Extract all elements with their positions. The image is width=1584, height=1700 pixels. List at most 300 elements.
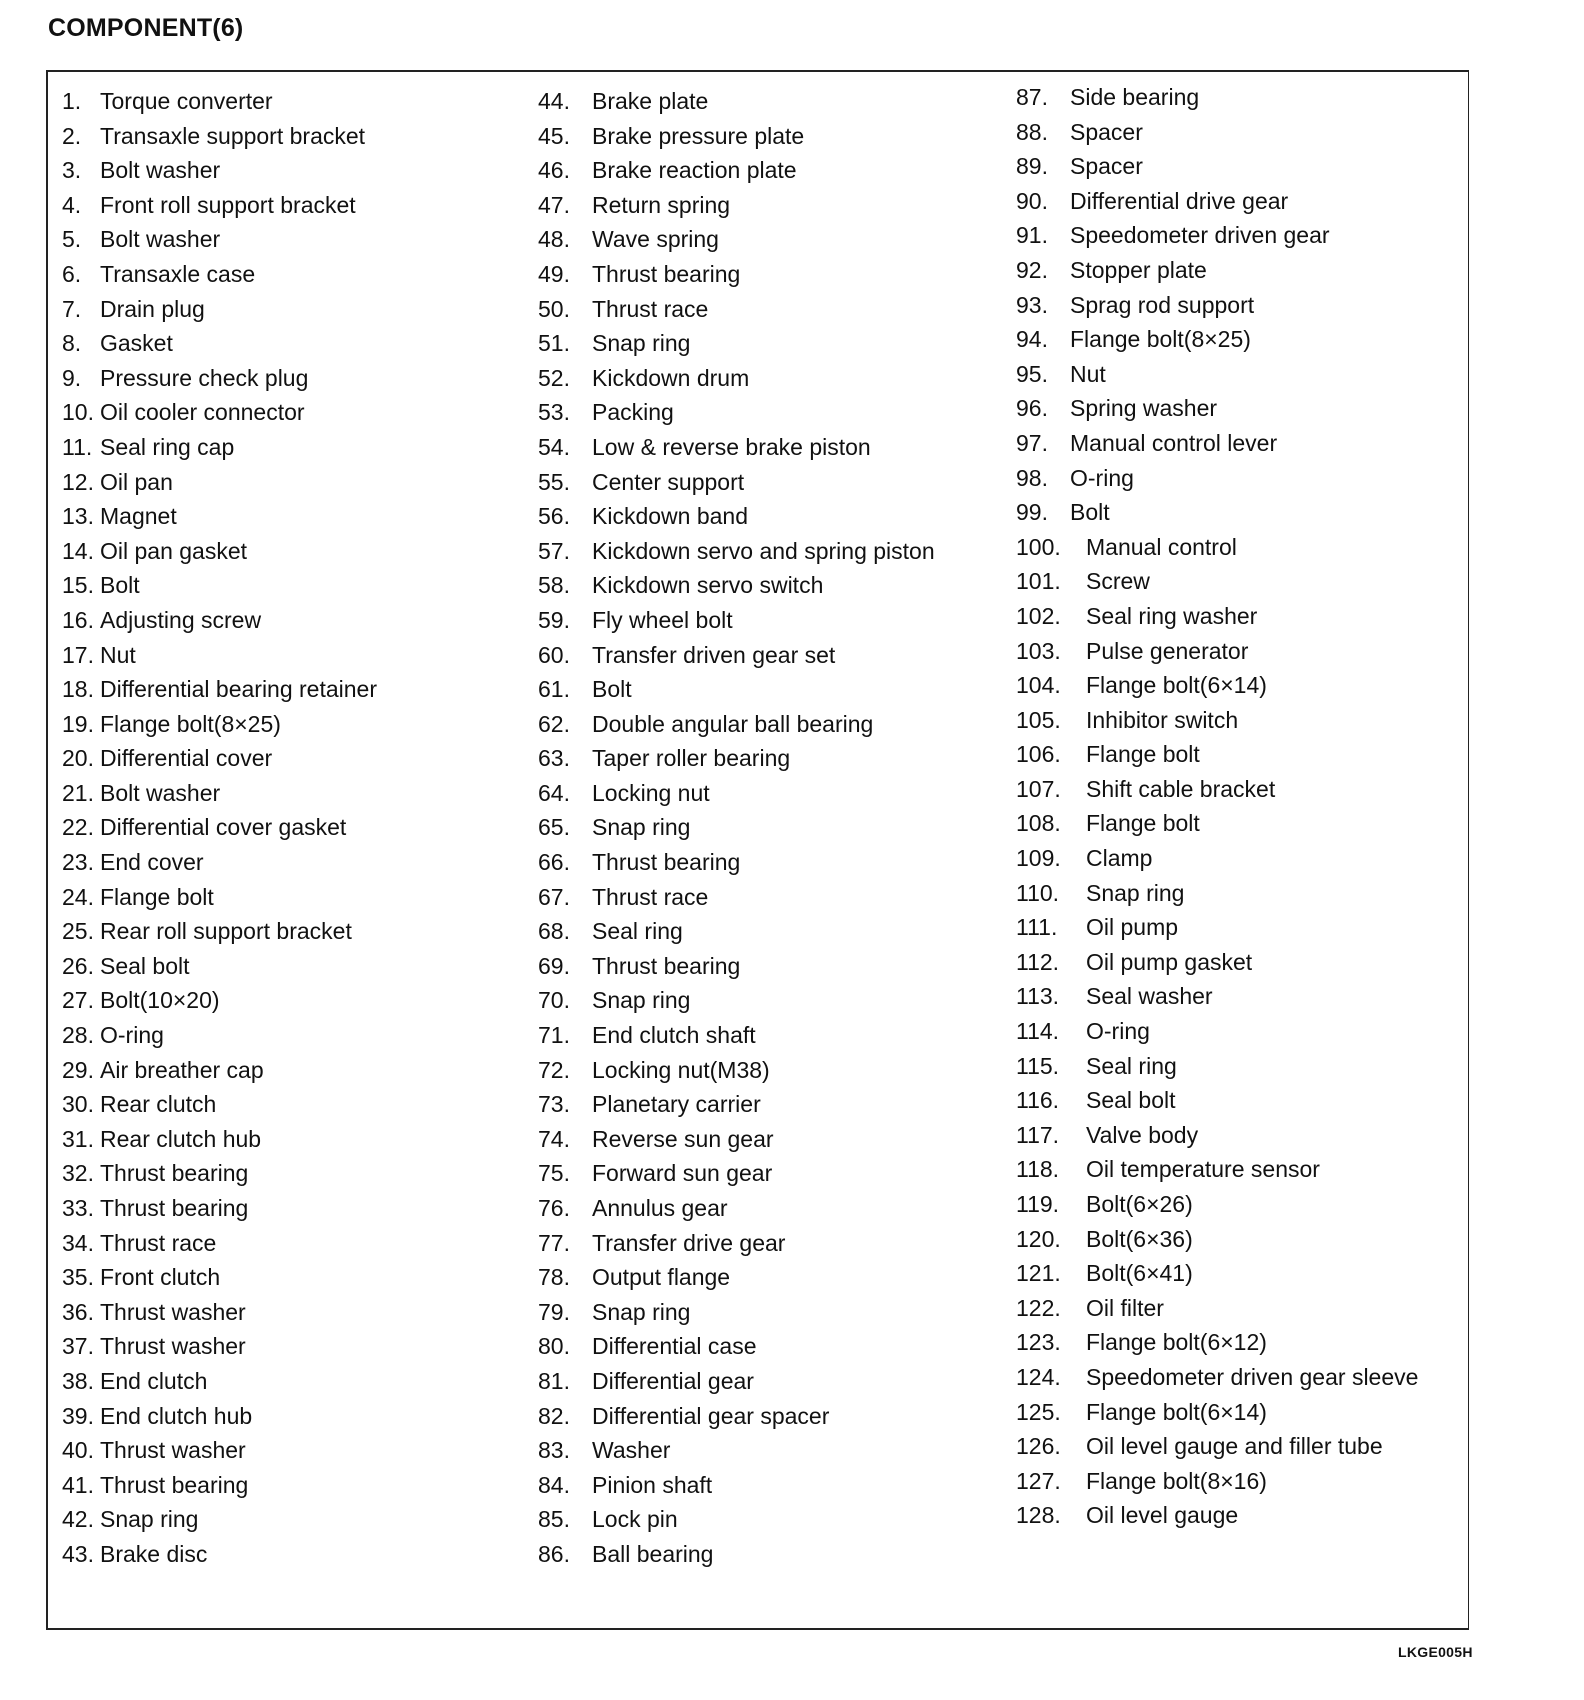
item-number: 84. <box>538 1471 570 1498</box>
component-list-item <box>538 1364 1008 1399</box>
item-number: 49. <box>538 260 570 287</box>
component-list-item <box>62 914 532 949</box>
component-list-item <box>538 672 1008 707</box>
item-number: 38. <box>62 1367 94 1394</box>
component-list-item <box>1016 530 1486 565</box>
figure-code: LKGE005H <box>1398 1644 1473 1660</box>
item-label: Bolt washer <box>100 157 221 184</box>
component-list-item <box>1016 322 1486 357</box>
component-list-item <box>62 845 532 880</box>
component-list-item <box>538 603 1008 638</box>
component-list-item <box>1016 1014 1486 1049</box>
item-number: 102. <box>1016 602 1061 629</box>
item-number: 41. <box>62 1471 94 1498</box>
item-number: 42. <box>62 1506 94 1533</box>
component-list-item <box>538 776 1008 811</box>
component-list-item <box>62 1468 532 1503</box>
item-number: 108. <box>1016 810 1061 837</box>
item-label: Locking nut <box>592 779 710 806</box>
item-number: 121. <box>1016 1260 1061 1287</box>
item-label: Flange bolt(6×14) <box>1086 1398 1267 1425</box>
item-number: 126. <box>1016 1433 1061 1460</box>
item-label: Rear roll support bracket <box>100 918 352 945</box>
component-list-item <box>1016 184 1486 219</box>
item-number: 112. <box>1016 948 1060 975</box>
item-label: Rear clutch <box>100 1091 217 1118</box>
item-number: 13. <box>62 503 94 530</box>
item-label: Thrust bearing <box>592 260 741 287</box>
component-list-item <box>538 1018 1008 1053</box>
item-number: 2. <box>62 122 82 149</box>
item-number: 55. <box>538 468 570 495</box>
item-label: Speedometer driven gear sleeve <box>1086 1363 1419 1390</box>
item-label: Wave spring <box>592 226 719 253</box>
item-label: Thrust race <box>592 295 709 322</box>
item-number: 58. <box>538 572 570 599</box>
item-number: 101. <box>1016 568 1061 595</box>
item-label: Oil pump <box>1086 914 1179 941</box>
item-number: 115. <box>1016 1052 1060 1079</box>
item-label: Air breather cap <box>100 1056 264 1083</box>
item-number: 109. <box>1016 845 1061 872</box>
item-number: 103. <box>1016 637 1061 664</box>
component-list-item <box>538 499 1008 534</box>
component-list-item <box>62 1156 532 1191</box>
item-number: 127. <box>1016 1467 1061 1494</box>
item-number: 71. <box>538 1022 570 1049</box>
item-number: 63. <box>538 745 570 772</box>
component-list-item <box>62 949 532 984</box>
item-number: 94. <box>1016 326 1048 353</box>
component-list-item <box>538 568 1008 603</box>
component-list-item <box>538 1468 1008 1503</box>
item-label: Oil pan gasket <box>100 537 248 564</box>
component-list-item <box>538 741 1008 776</box>
item-label: Snap ring <box>592 330 691 357</box>
item-label: Brake disc <box>100 1540 208 1567</box>
item-number: 6. <box>62 260 82 287</box>
item-number: 24. <box>62 883 94 910</box>
item-number: 120. <box>1016 1225 1061 1252</box>
component-list-item <box>62 1433 532 1468</box>
item-number: 92. <box>1016 256 1048 283</box>
item-label: Taper roller bearing <box>592 745 791 772</box>
item-number: 9. <box>62 364 82 391</box>
item-label: Differential drive gear <box>1070 187 1289 214</box>
component-list-item <box>538 534 1008 569</box>
component-list-item <box>62 776 532 811</box>
item-number: 37. <box>62 1333 94 1360</box>
item-label: Reverse sun gear <box>592 1125 774 1152</box>
item-label: Bolt(6×36) <box>1086 1225 1193 1252</box>
component-list-item <box>538 1295 1008 1330</box>
item-label: Differential cover gasket <box>100 814 347 841</box>
item-number: 93. <box>1016 291 1048 318</box>
component-list-item <box>1016 218 1486 253</box>
item-number: 20. <box>62 745 94 772</box>
item-label: Speedometer driven gear <box>1070 222 1330 249</box>
item-label: Spring washer <box>1070 395 1218 422</box>
item-number: 106. <box>1016 741 1061 768</box>
item-label: Gasket <box>100 330 173 357</box>
item-number: 75. <box>538 1160 570 1187</box>
item-label: Bolt(10×20) <box>100 987 220 1014</box>
item-number: 8. <box>62 330 82 357</box>
item-number: 3. <box>62 157 82 184</box>
item-number: 28. <box>62 1022 94 1049</box>
component-list-item <box>62 1122 532 1157</box>
component-list-item <box>1016 1083 1486 1118</box>
item-number: 79. <box>538 1298 570 1325</box>
item-label: Flange bolt(6×14) <box>1086 672 1267 699</box>
item-label: Inhibitor switch <box>1086 706 1239 733</box>
item-number: 19. <box>62 710 94 737</box>
component-list-item <box>62 119 532 154</box>
item-number: 45. <box>538 122 570 149</box>
component-list-item <box>1016 703 1486 738</box>
item-number: 32. <box>62 1160 94 1187</box>
item-number: 51. <box>538 330 570 357</box>
item-label: Seal ring cap <box>100 433 235 460</box>
item-number: 97. <box>1016 429 1048 456</box>
item-number: 53. <box>538 399 570 426</box>
component-list-item <box>62 1226 532 1261</box>
component-list-item <box>538 1329 1008 1364</box>
item-number: 70. <box>538 987 570 1014</box>
item-number: 125. <box>1016 1398 1061 1425</box>
item-label: Screw <box>1086 568 1150 595</box>
item-label: Oil temperature sensor <box>1086 1156 1320 1183</box>
item-label: Thrust race <box>592 883 709 910</box>
item-label: Flange bolt(8×16) <box>1086 1467 1267 1494</box>
item-number: 21. <box>62 779 94 806</box>
component-list-item <box>538 1399 1008 1434</box>
component-list-item <box>62 1018 532 1053</box>
item-label: Oil pan <box>100 468 173 495</box>
component-list-item <box>1016 115 1486 150</box>
item-label: Annulus gear <box>592 1195 728 1221</box>
item-label: Bolt <box>592 676 632 703</box>
item-label: Oil level gauge <box>1086 1502 1239 1529</box>
item-label: Snap ring <box>592 814 691 841</box>
component-list-item <box>538 914 1008 949</box>
item-label: Front clutch <box>100 1264 221 1291</box>
item-number: 68. <box>538 918 570 945</box>
item-label: Transfer drive gear <box>592 1229 786 1256</box>
item-number: 25. <box>62 918 94 945</box>
item-label: Brake plate <box>592 88 709 114</box>
component-list-item <box>62 1502 532 1537</box>
item-number: 105. <box>1016 706 1061 733</box>
item-label: Clamp <box>1086 845 1153 872</box>
component-list-item <box>62 1399 532 1434</box>
item-number: 46. <box>538 157 570 184</box>
item-number: 96. <box>1016 395 1048 422</box>
item-label: Flange bolt <box>1086 741 1200 768</box>
component-list-item <box>62 499 532 534</box>
component-list-item <box>62 188 532 223</box>
item-label: End cover <box>100 849 204 876</box>
component-list-item <box>1016 1291 1486 1326</box>
component-list-item <box>62 983 532 1018</box>
component-list-item <box>62 1364 532 1399</box>
item-number: 90. <box>1016 187 1048 214</box>
component-list-item <box>1016 876 1486 911</box>
component-list-item <box>62 257 532 292</box>
component-list-item <box>538 1260 1008 1295</box>
item-number: 43. <box>62 1540 94 1567</box>
item-number: 99. <box>1016 499 1048 526</box>
component-list-item <box>62 603 532 638</box>
item-label: Oil filter <box>1086 1294 1164 1321</box>
component-list-item <box>538 188 1008 223</box>
component-list-item <box>1016 634 1486 669</box>
component-list-item <box>62 465 532 500</box>
component-list-item <box>1016 1360 1486 1395</box>
item-label: Drain plug <box>100 295 205 322</box>
item-label: Flange bolt <box>100 883 214 910</box>
component-list-item <box>538 1122 1008 1157</box>
component-list-item <box>62 707 532 742</box>
component-list-item <box>538 1156 1008 1191</box>
item-number: 107. <box>1016 775 1061 802</box>
item-label: Differential gear <box>592 1367 754 1394</box>
component-list-item <box>1016 253 1486 288</box>
item-label: Thrust bearing <box>100 1160 249 1187</box>
component-list-item <box>1016 668 1486 703</box>
item-number: 30. <box>62 1091 94 1118</box>
item-number: 119. <box>1016 1191 1060 1217</box>
item-number: 87. <box>1016 84 1048 110</box>
item-number: 62. <box>538 710 570 737</box>
item-number: 50. <box>538 295 570 322</box>
item-label: Manual control lever <box>1070 429 1278 456</box>
component-list-item <box>62 292 532 327</box>
item-label: Flange bolt <box>1086 810 1200 837</box>
item-label: Transaxle case <box>100 260 256 287</box>
item-label: Nut <box>100 641 136 668</box>
item-number: 113. <box>1016 983 1060 1010</box>
item-label: End clutch <box>100 1367 208 1394</box>
item-number: 48. <box>538 226 570 253</box>
item-label: Rear clutch hub <box>100 1125 262 1152</box>
item-label: Center support <box>592 468 745 495</box>
item-number: 54. <box>538 433 570 460</box>
item-number: 22. <box>62 814 94 841</box>
item-label: Kickdown band <box>592 503 748 530</box>
component-list-item <box>538 430 1008 465</box>
component-list-item <box>1016 1152 1486 1187</box>
item-label: Snap ring <box>592 1298 691 1325</box>
item-number: 36. <box>62 1298 94 1325</box>
component-list-item <box>538 361 1008 396</box>
item-label: Adjusting screw <box>100 606 262 633</box>
component-list-item <box>538 1053 1008 1088</box>
component-list-item <box>1016 1256 1486 1291</box>
item-label: Snap ring <box>100 1506 199 1533</box>
item-number: 66. <box>538 849 570 876</box>
item-label: Shift cable bracket <box>1086 775 1276 802</box>
item-label: Low & reverse brake piston <box>592 433 871 460</box>
item-label: Nut <box>1070 360 1106 387</box>
item-number: 86. <box>538 1540 570 1567</box>
component-list-item <box>62 361 532 396</box>
item-number: 52. <box>538 364 570 391</box>
component-list-item <box>62 638 532 673</box>
component-list-item <box>538 638 1008 673</box>
item-number: 12. <box>62 468 94 495</box>
item-label: Packing <box>592 399 674 426</box>
item-label: O-ring <box>100 1022 164 1049</box>
component-list-item <box>62 810 532 845</box>
item-number: 57. <box>538 537 570 564</box>
component-list-item <box>538 465 1008 500</box>
item-label: Thrust washer <box>100 1437 246 1464</box>
item-label: Transfer driven gear set <box>592 641 836 668</box>
item-label: Flange bolt(6×12) <box>1086 1329 1267 1356</box>
item-label: Double angular ball bearing <box>592 710 874 737</box>
item-number: 89. <box>1016 153 1048 180</box>
item-label: Pressure check plug <box>100 364 309 391</box>
component-list-item <box>1016 599 1486 634</box>
component-list-item <box>62 1295 532 1330</box>
item-label: Oil pump gasket <box>1086 948 1253 975</box>
item-number: 77. <box>538 1229 570 1256</box>
item-label: Return spring <box>592 191 731 218</box>
item-number: 69. <box>538 952 570 979</box>
item-number: 16. <box>62 606 94 633</box>
component-list-item <box>62 326 532 361</box>
item-label: Brake pressure plate <box>592 122 805 149</box>
item-number: 122. <box>1016 1294 1061 1321</box>
component-list-item <box>538 1226 1008 1261</box>
component-list-item <box>62 153 532 188</box>
item-number: 60. <box>538 641 570 668</box>
item-number: 124. <box>1016 1363 1061 1390</box>
item-label: Thrust bearing <box>592 952 741 979</box>
item-number: 34. <box>62 1229 94 1256</box>
item-label: Seal ring <box>592 918 683 945</box>
component-list-item <box>538 257 1008 292</box>
item-label: Thrust bearing <box>592 849 741 876</box>
item-number: 85. <box>538 1506 570 1533</box>
item-number: 74. <box>538 1125 570 1152</box>
item-label: Thrust bearing <box>100 1471 249 1498</box>
item-label: Bolt <box>100 572 140 599</box>
item-number: 117. <box>1016 1121 1060 1148</box>
item-label: O-ring <box>1070 464 1134 491</box>
item-number: 5. <box>62 226 82 253</box>
component-list-item <box>538 84 1008 119</box>
item-label: End clutch hub <box>100 1402 253 1429</box>
item-number: 26. <box>62 952 94 979</box>
item-label: Bolt washer <box>100 779 221 806</box>
component-list-item <box>1016 841 1486 876</box>
item-label: Brake reaction plate <box>592 157 797 184</box>
component-list-frame <box>46 70 1469 1630</box>
item-label: Thrust race <box>100 1229 217 1256</box>
component-list-item <box>1016 1395 1486 1430</box>
item-number: 98. <box>1016 464 1048 491</box>
component-list-item <box>62 1537 532 1572</box>
component-list-item <box>1016 391 1486 426</box>
item-label: Fly wheel bolt <box>592 606 733 633</box>
item-number: 83. <box>538 1437 570 1464</box>
component-list-item <box>1016 1222 1486 1257</box>
component-list-item <box>538 395 1008 430</box>
item-label: Ball bearing <box>592 1540 714 1567</box>
component-list-item <box>1016 1429 1486 1464</box>
item-label: Side bearing <box>1070 84 1200 110</box>
item-label: Spacer <box>1070 118 1143 145</box>
component-list-item <box>1016 1187 1486 1222</box>
component-list-item <box>1016 80 1486 115</box>
item-number: 110. <box>1016 879 1060 906</box>
item-label: Seal bolt <box>1086 1087 1176 1114</box>
item-number: 29. <box>62 1056 94 1083</box>
component-list-item <box>62 1053 532 1088</box>
item-label: Magnet <box>100 503 177 530</box>
component-list-item <box>1016 910 1486 945</box>
item-number: 33. <box>62 1195 94 1221</box>
component-list-item <box>538 153 1008 188</box>
component-list-item <box>1016 357 1486 392</box>
item-number: 80. <box>538 1333 570 1360</box>
item-label: Bolt washer <box>100 226 221 253</box>
component-list-item <box>1016 1464 1486 1499</box>
item-number: 31. <box>62 1125 94 1152</box>
item-number: 44. <box>538 88 570 114</box>
item-number: 116. <box>1016 1087 1060 1114</box>
component-list-item <box>62 430 532 465</box>
item-label: Snap ring <box>1086 879 1185 906</box>
item-label: Lock pin <box>592 1506 678 1533</box>
component-list-item <box>62 1087 532 1122</box>
item-label: Differential case <box>592 1333 757 1360</box>
item-number: 72. <box>538 1056 570 1083</box>
item-label: Front roll support bracket <box>100 191 356 218</box>
item-number: 111. <box>1016 914 1058 941</box>
item-number: 35. <box>62 1264 94 1291</box>
component-list-item <box>1016 979 1486 1014</box>
component-list-item <box>538 983 1008 1018</box>
component-list-item <box>538 880 1008 915</box>
component-column-1 <box>62 84 532 1572</box>
item-number: 95. <box>1016 360 1048 387</box>
page-title: COMPONENT(6) <box>48 14 244 42</box>
component-list-item <box>538 810 1008 845</box>
component-list-item <box>62 672 532 707</box>
item-label: Manual control <box>1086 533 1237 560</box>
component-list-item <box>1016 495 1486 530</box>
item-number: 91. <box>1016 222 1048 249</box>
item-label: O-ring <box>1086 1018 1150 1045</box>
item-label: Pulse generator <box>1086 637 1249 664</box>
component-list-item <box>538 222 1008 257</box>
component-list-item <box>1016 1498 1486 1533</box>
component-list-item <box>538 949 1008 984</box>
item-number: 61. <box>538 676 570 703</box>
component-list-item <box>62 534 532 569</box>
component-list-item <box>538 707 1008 742</box>
item-number: 100. <box>1016 533 1061 560</box>
item-number: 15. <box>62 572 94 599</box>
item-label: End clutch shaft <box>592 1022 756 1049</box>
component-list-item <box>538 119 1008 154</box>
item-label: Flange bolt(8×25) <box>100 710 281 737</box>
item-label: Flange bolt(8×25) <box>1070 326 1251 353</box>
component-list-item <box>538 326 1008 361</box>
